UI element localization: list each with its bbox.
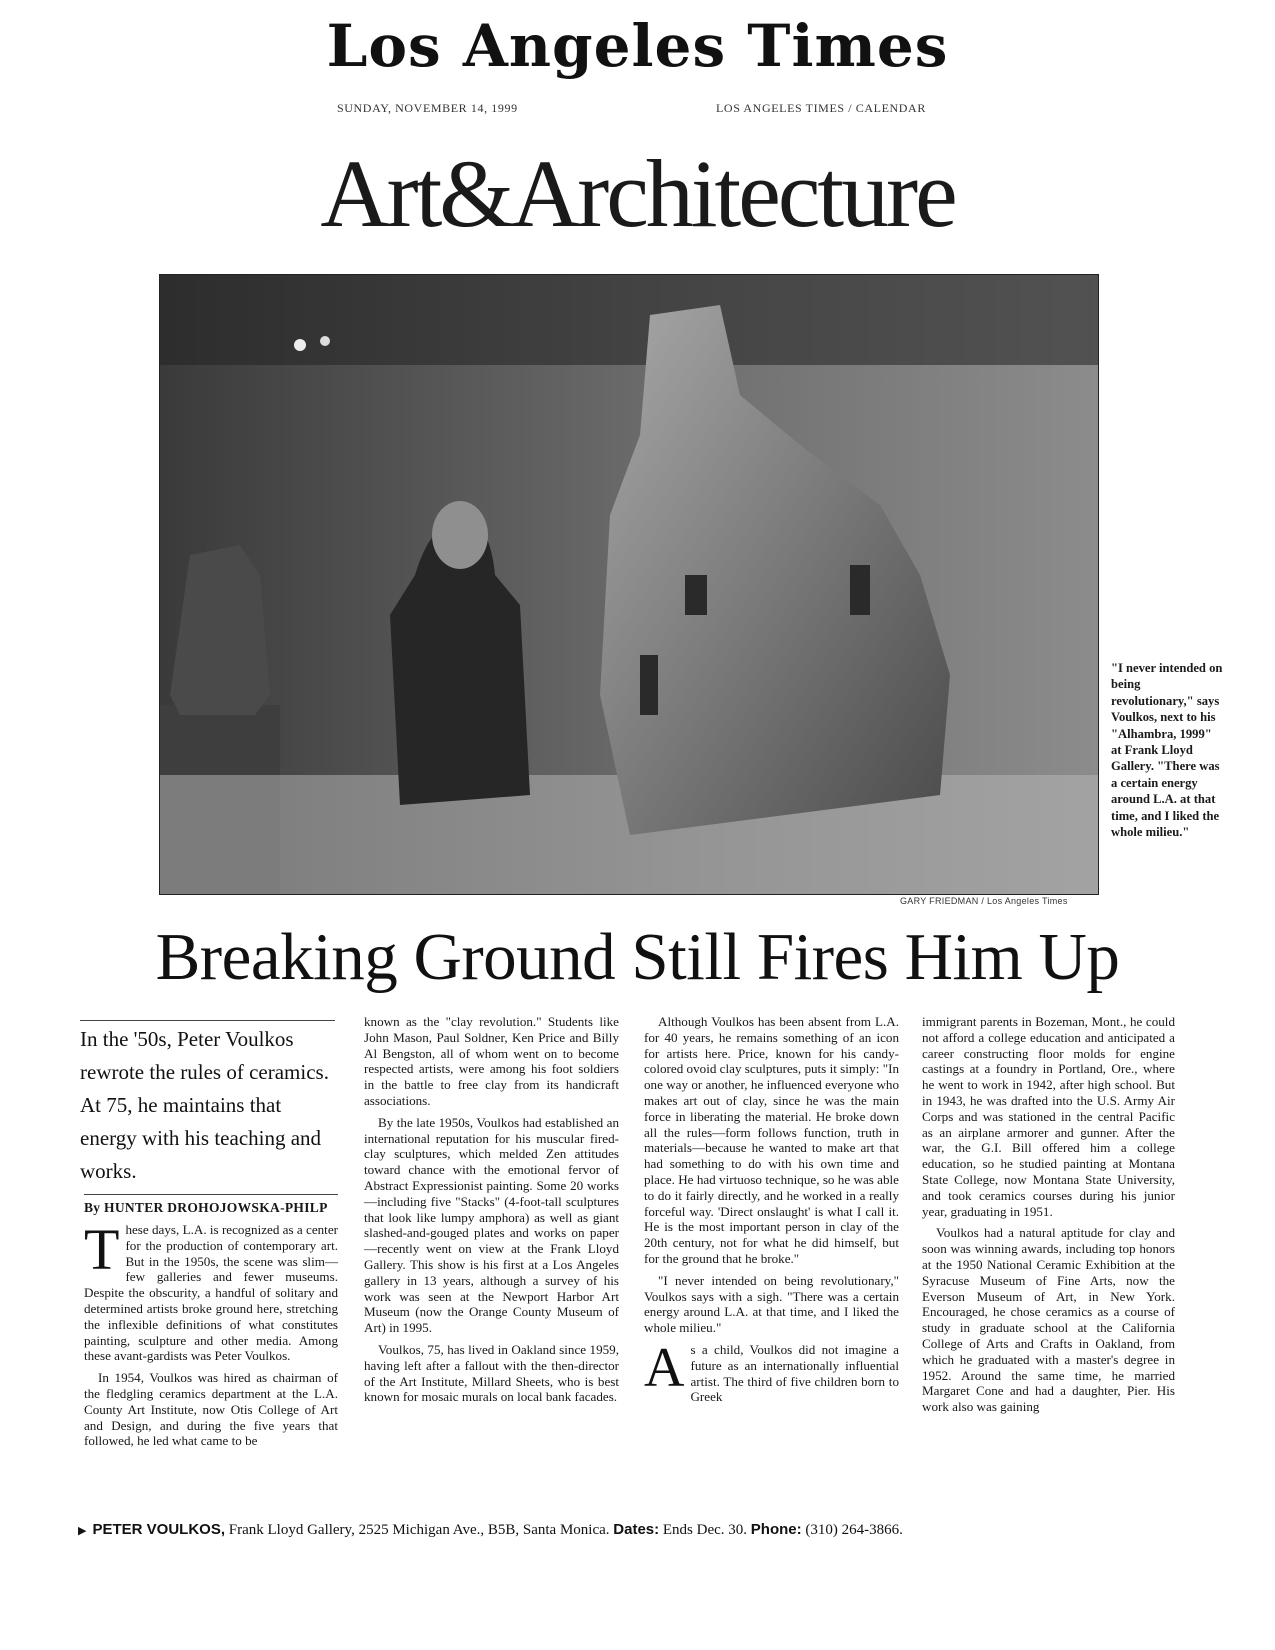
feature-photo <box>159 274 1099 895</box>
info-venue: Frank Lloyd Gallery, 2525 Michigan Ave., B5B, Santa Monica. <box>228 1522 610 1538</box>
paragraph: known as the "clay revolution." Students like John Mason, Paul Soldner, Ken Price and Billy Al Bengston, all of whom went on to become respected artists, were among his foot soldiers in the battle to free clay from its handicraft associations. <box>364 1014 619 1108</box>
article-column-3 <box>644 1014 899 1411</box>
sculpture-opening <box>685 575 707 615</box>
drop-cap: T <box>84 1217 120 1282</box>
ceiling-light <box>294 339 306 351</box>
masthead-title: Los Angeles Times <box>326 12 949 80</box>
deck-summary: In the '50s, Peter Voulkos rewrote the rules of ceramics. At 75, he maintains that energy with his teaching and works. <box>80 1020 335 1188</box>
byline: By HUNTER DROHOJOWSKA-PHILP <box>84 1194 338 1216</box>
dateline-date: SUNDAY, NOVEMBER 14, 1999 <box>337 101 518 115</box>
paragraph <box>644 1336 899 1405</box>
exhibition-info <box>78 1521 1198 1539</box>
photo-credit: GARY FRIEDMAN / Los Angeles Times <box>900 896 1068 906</box>
paragraph <box>84 1217 338 1364</box>
article-column-4 <box>922 1014 1175 1421</box>
sculpture-opening <box>850 565 870 615</box>
sculpture-opening <box>640 655 658 715</box>
paragraph: Voulkos had a natural aptitude for clay and soon was winning awards, including top honors at the 1950 National Ceramic Exhibition at the Syracuse Museum of Fine Arts, now the Everson Museum of Art, in New York. Encouraged, he chose ceramics as a course of study in graduate school at the California College of Arts and Crafts in Oakland, from which he graduated with a master's degree in 1952. Around the same time, he married Margaret Cone and had a daughter, Pier. His work also was gaining <box>922 1225 1175 1415</box>
info-dates-label: Dates: <box>613 1521 660 1538</box>
headline: Breaking Ground Still Fires Him Up <box>155 920 1120 994</box>
dateline-section: LOS ANGELES TIMES / CALENDAR <box>716 101 926 115</box>
article-column-2 <box>364 1014 619 1411</box>
photo-caption: "I never intended on being revolutionary," says Voulkos, next to his "Alhambra, 1999" at Frank Lloyd Gallery. "There was a certain energy around L.A. at that time, and I liked the whole milieu." <box>1111 661 1223 840</box>
paragraph-text: hese days, L.A. is recognized as a center for the production of contemporary art. But in the 1950s, the scene was slim—few galleries and fewer museums. Despite the obscurity, a handful of solitary and determined artists broke ground here, stretching the inflexible definitions of what constitutes painting, sculpture and other media. Among these avant-gardists was Peter Voulkos. <box>84 1222 338 1364</box>
artist-head <box>432 501 488 569</box>
paragraph: Voulkos, 75, has lived in Oakland since 1959, having left after a fallout with the then-director of the Art Institute, Millard Sheets, who is best known for mosaic murals on local bank facades. <box>364 1341 619 1405</box>
info-dates: Ends Dec. 30. <box>662 1522 748 1538</box>
info-phone-label: Phone: <box>750 1521 802 1538</box>
paragraph: Although Voulkos has been absent from L.A. for 40 years, he remains something of an icon for artists here. Price, known for his candy-colored ovoid clay sculptures, puts it simply: "In one way or another, he influenced everyone who makes art out of clay, since he was the main force in liberating the material. He broke down all the rules—form follows function, truth in materials—because he wanted to make art that had something to do with his own time and place. He had virtuoso technique, so he was able to do it fairly directly, and he worked in a really forceful way. 'Direct onslaught' is what I call it. He is the most important person in clay of the 20th century, not for what he did himself, but for the ground that he broke." <box>644 1014 899 1266</box>
drop-cap: A <box>644 1336 685 1399</box>
ceiling <box>160 275 1099 365</box>
arrow-icon: ▶ <box>78 1525 87 1537</box>
info-artist: PETER VOULKOS, <box>92 1521 225 1538</box>
section-title: Art&Architecture <box>320 140 955 247</box>
paragraph: In 1954, Voulkos was hired as chairman of the fledgling ceramics department at the L.A. County Art Institute, now Otis College of Art and Design, and during the five years that followed, he led what came to be <box>84 1370 338 1449</box>
paragraph-text: s a child, Voulkos did not imagine a future as an internationally influential artist. The third of five children born to Greek <box>690 1341 899 1405</box>
info-phone: (310) 264-3866. <box>805 1522 903 1538</box>
ceiling-light <box>320 336 330 346</box>
paragraph: immigrant parents in Bozeman, Mont., he could not afford a college education and anticipated a career constructing floor molds for engine castings at a foundry in Portland, Ore., where he went to work in 1942, after high school. But in 1943, he was drafted into the U.S. Army Air Corps and was stationed in the central Pacific as an airplane armorer and gunner. After the war, the G.I. Bill offered him a college education, so he studied painting at Montana State College, now Montana State University, and took ceramics courses during his junior year, graduating in 1951. <box>922 1014 1175 1219</box>
paragraph: "I never intended on being revolutionary," Voulkos says with a sigh. "There was a certain energy around L.A. at that time, and I liked the whole milieu." <box>644 1272 899 1336</box>
paragraph: By the late 1950s, Voulkos had established an international reputation for his muscular fired-clay sculptures, which melded Zen attitudes toward chance with the emotional fervor of Abstract Expressionist painting. Some 20 works—including five "Stacks" (4-foot-tall sculptures that look like lumpy amphora) as well as giant slashed-and-gouged plates and works on paper—recently went on view at the Frank Lloyd Gallery. This show is his first at a Los Angeles gallery in 13 years, although a survey of his work was seen at the Newport Harbor Art Museum (now the Orange County Museum of Art) in 1995. <box>364 1114 619 1336</box>
article-column-1 <box>84 1217 338 1455</box>
photo-illustration <box>160 275 1099 895</box>
